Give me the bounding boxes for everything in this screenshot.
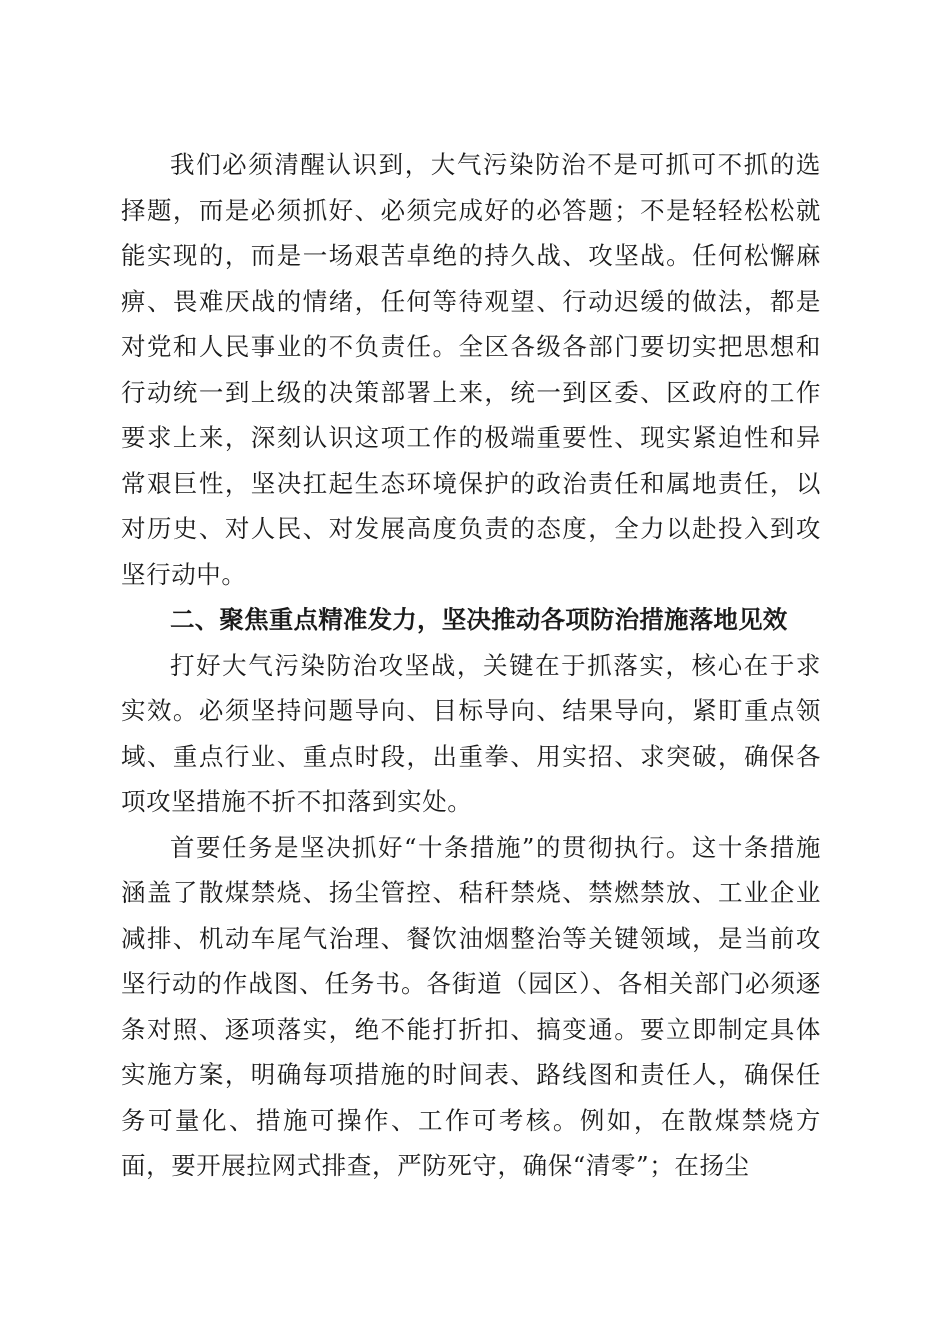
- section-heading: 二、聚焦重点精准发力，坚决推动各项防治措施落地见效: [170, 605, 788, 634]
- paragraph-ten-measures: 首要任务是坚决抓好“十条措施”的贯彻执行。这十条措施涵盖了散煤禁烧、扬尘管控、秸秆禁烧、禁燃禁放、工业企业减排、机动车尾气治理、餐饮油烟整治等关键领域，是当前攻坚行动的作战图、任务书。各街道（园区）、各相关部门必须逐条对照、逐项落实，绝不能打折扣、搞变通。要立即制定具体实施方案，明确每项措施的时间表、路线图和责任人，确保任务可量化、措施可操作、工作可考核。例如，在散煤禁烧方面，要开展拉网式排查，严防死守，确保“清零”；在扬尘: [121, 832, 821, 1180]
- document-page: [121, 142, 821, 1189]
- paragraph-awareness: 我们必须清醒认识到，大气污染防治不是可抓可不抓的选择题，而是必须抓好、必须完成好的必答题；不是轻轻松松就能实现的，而是一场艰苦卓绝的持久战、攻坚战。任何松懈麻痹、畏难厌战的情绪，任何等待观望、行动迟缓的做法，都是对党和人民事业的不负责任。全区各级各部门要切实把思想和行动统一到上级的决策部署上来，统一到区委、区政府的工作要求上来，深刻认识这项工作的极端重要性、现实紧迫性和异常艰巨性，坚决扛起生态环境保护的政治责任和属地责任，以对历史、对人民、对发展高度负责的态度，全力以赴投入到攻坚行动中。: [121, 150, 821, 589]
- paragraph-implementation: 打好大气污染防治攻坚战，关键在于抓落实，核心在于求实效。必须坚持问题导向、目标导向、结果导向，紧盯重点领域、重点行业、重点时段，出重拳、用实招、求突破，确保各项攻坚措施不折不扣落到实处。: [121, 650, 821, 816]
